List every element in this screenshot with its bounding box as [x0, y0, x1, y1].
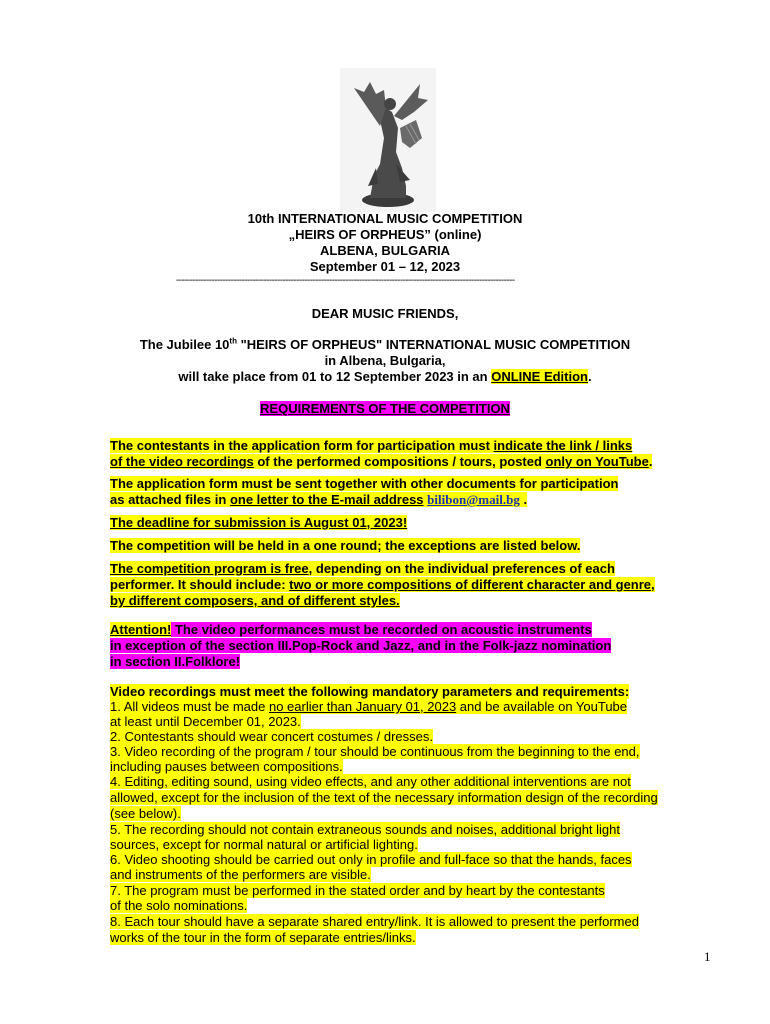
attention-line-1: Attention! The video performances must be recorded on acoustic instruments: [110, 622, 592, 637]
video-req-line-4: 3. Video recording of the program / tour should be continuous from the beginning to the end,: [110, 744, 640, 759]
intro-line-3: will take place from 01 to 12 September 2023 in an ONLINE Edition.: [178, 369, 592, 384]
email-link[interactable]: bilibon@mail.bg: [427, 492, 520, 507]
para2-line-2: as attached files in one letter to the E-mail address bilibon@mail.bg .: [110, 492, 528, 507]
video-req-line-11: 6. Video shooting should be carried out only in profile and full-face so that the hands, faces: [110, 852, 632, 867]
video-req-line-16: works of the tour in the form of separate entries/links.: [110, 930, 416, 945]
header-competition-name: „HEIRS OF ORPHEUS” (online): [288, 227, 482, 242]
deadline: The deadline for submission is August 01, 2023!: [110, 515, 408, 530]
attention-line-3: in section II.Folklore!: [110, 654, 241, 669]
para3-line-3: by different composers, and of different styles.: [110, 593, 400, 608]
video-req-line-8: (see below).: [110, 806, 181, 821]
video-req-line-14: of the solo nominations.: [110, 898, 248, 913]
greeting: DEAR MUSIC FRIENDS,: [311, 306, 459, 321]
para1-line-2: of the video recordings of the performed compositions / tours, posted only on YouTube.: [110, 454, 653, 469]
video-req-title: Video recordings must meet the following mandatory parameters and requirements:: [110, 684, 630, 699]
header-divider: ----------------------------------------------------------------------------------------------------------------------------: [176, 275, 515, 286]
requirements-title: REQUIREMENTS OF THE COMPETITION: [260, 401, 510, 416]
video-req-line-7: allowed, except for the inclusion of the text of the necessary information design of the recording: [110, 790, 658, 805]
header-title: 10th INTERNATIONAL MUSIC COMPETITION: [247, 211, 523, 226]
header-location: ALBENA, BULGARIA: [320, 243, 450, 258]
para2-line-1: The application form must be sent together with other documents for participation: [110, 476, 619, 491]
attention-line-2: in exception of the section III.Pop-Rock and Jazz, and in the Folk-jazz nomination: [110, 638, 612, 653]
one-round-note: The competition will be held in a one round; the exceptions are listed below.: [110, 538, 581, 553]
video-req-line-5: including pauses between compositions.: [110, 759, 343, 774]
video-req-line-2: at least until December 01, 2023.: [110, 714, 301, 729]
video-req-line-13: 7. The program must be performed in the stated order and by heart by the contestants: [110, 883, 605, 898]
video-req-line-9: 5. The recording should not contain extraneous sounds and noises, additional bright light: [110, 822, 620, 837]
online-edition-link[interactable]: ONLINE Edition: [491, 369, 588, 384]
page-number: 1: [704, 949, 711, 964]
para1-line-1: The contestants in the application form for participation must indicate the link / links: [110, 438, 633, 453]
intro-line-1: The Jubilee 10th "HEIRS OF ORPHEUS" INTERNATIONAL MUSIC COMPETITION: [139, 336, 631, 352]
video-req-line-12: and instruments of the performers are visible.: [110, 867, 371, 882]
para3-line-2: performer. It should include: two or more compositions of different character and genre,: [110, 577, 655, 592]
orpheus-statue-icon: [340, 68, 436, 212]
header-dates: September 01 – 12, 2023: [309, 259, 461, 274]
video-req-line-10: sources, except for normal natural or artificial lighting.: [110, 837, 418, 852]
para3-line-1: The competition program is free, depending on the individual preferences of each: [110, 561, 615, 576]
intro-line-2: in Albena, Bulgaria,: [324, 353, 446, 368]
video-req-line-15: 8. Each tour should have a separate shared entry/link. It is allowed to present the performed: [110, 914, 639, 929]
video-req-line-3: 2. Contestants should wear concert costumes / dresses.: [110, 729, 433, 744]
video-req-line-1: 1. All videos must be made no earlier than January 01, 2023 and be available on YouTube: [110, 699, 628, 714]
video-req-line-6: 4. Editing, editing sound, using video effects, and any other additional interventions are not: [110, 774, 631, 789]
